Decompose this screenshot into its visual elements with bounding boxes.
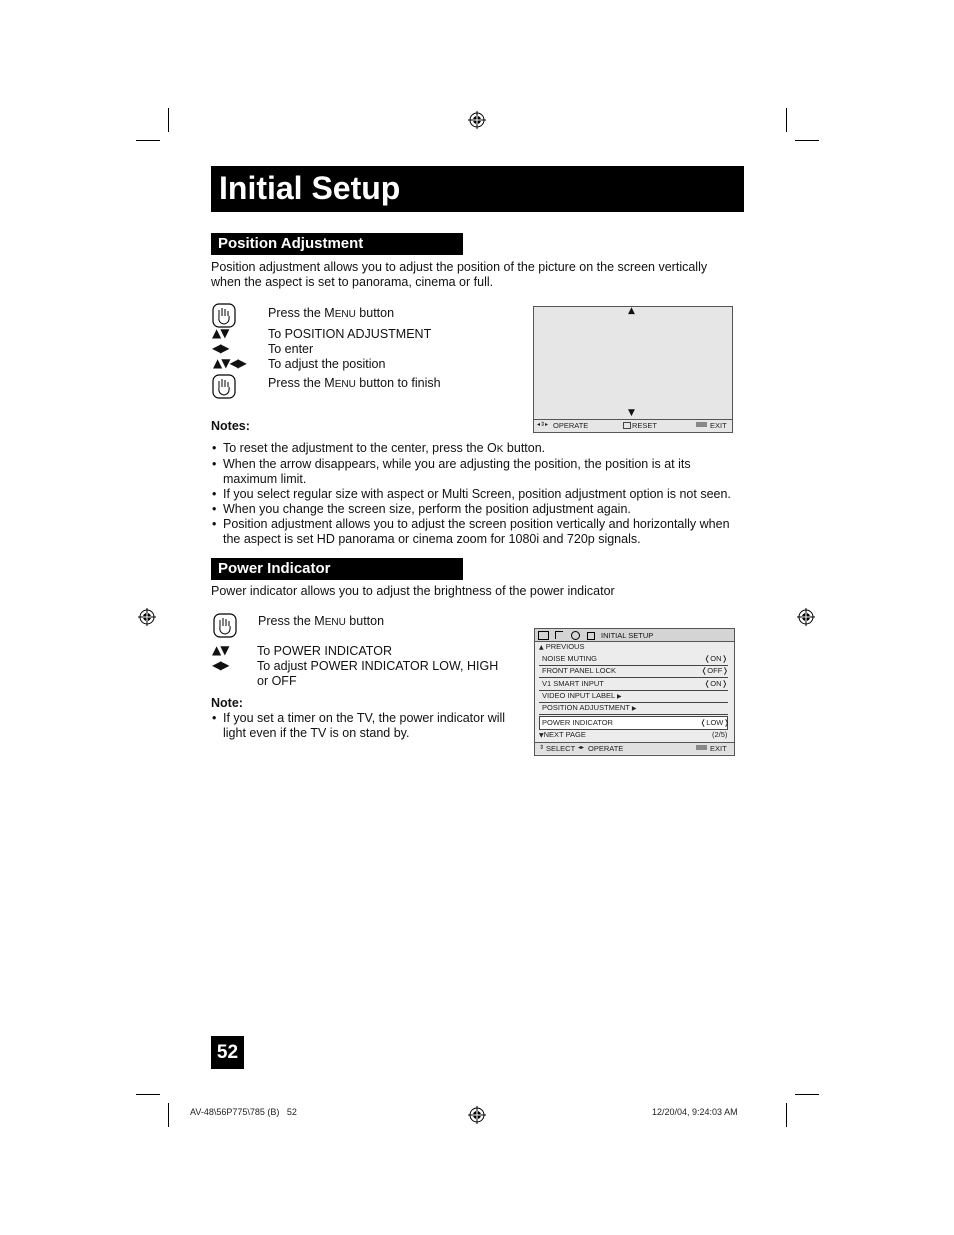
section-heading-power-indicator bbox=[211, 558, 463, 580]
clock-tab-icon bbox=[571, 631, 580, 640]
osd-help-bar bbox=[534, 419, 732, 431]
step-to-position-adjustment: To POSITION ADJUSTMENT bbox=[268, 327, 432, 341]
step-text: Press the M bbox=[258, 614, 325, 628]
operate-arrows-icon: ◂⇕▸ bbox=[537, 421, 549, 428]
list-item: • When the arrow disappears, while you are adjusting the position, the position is at its maximum limit. bbox=[211, 457, 751, 487]
list-item: • To reset the adjustment to the center, press the OK button. bbox=[211, 441, 751, 457]
osd-operate-label: OPERATE bbox=[588, 744, 624, 753]
registration-mark-icon bbox=[468, 111, 486, 129]
step-text-smallcaps: ENU bbox=[324, 617, 346, 628]
submenu-arrow-icon: ▶ bbox=[617, 693, 622, 700]
intro-line: Position adjustment allows you to adjust the position of the picture on the screen vertically bbox=[211, 260, 708, 274]
step-text-smallcaps: ENU bbox=[334, 309, 356, 320]
section-heading-label: Position Adjustment bbox=[218, 235, 364, 252]
step-text: To adjust POWER INDICATOR LOW, HIGH bbox=[257, 659, 499, 673]
list-item: • If you set a timer on the TV, the power indicator will light even if the TV is on stand by. bbox=[211, 711, 521, 741]
step-text: Press the M bbox=[268, 376, 335, 390]
crop-mark bbox=[136, 140, 160, 141]
menu-title: INITIAL SETUP bbox=[601, 631, 654, 640]
menu-row-noise-muting[interactable] bbox=[539, 654, 728, 666]
intro-line: when the aspect is set to panorama, cinema or full. bbox=[211, 275, 494, 289]
operate-arrows-icon: ◂▸ bbox=[578, 744, 585, 751]
step-press-menu bbox=[268, 306, 394, 322]
crop-mark bbox=[795, 140, 819, 141]
registration-mark-icon bbox=[138, 608, 156, 626]
osd-reset-label: RESET bbox=[632, 421, 658, 430]
registration-mark-icon bbox=[797, 608, 815, 626]
step-text: or OFF bbox=[257, 674, 297, 688]
menu-row-label: VIDEO INPUT LABEL ▶ bbox=[542, 691, 622, 700]
down-arrow-icon: ▼ bbox=[539, 732, 544, 739]
menu-next-page[interactable] bbox=[539, 730, 730, 741]
list-item: • Position adjustment allows you to adjust the screen position vertically and horizontally when the aspect is set HD panorama or cinema zoom for 1080i and 720p signals. bbox=[211, 517, 751, 547]
power-intro: Power indicator allows you to adjust the brightness of the power indicator bbox=[211, 584, 615, 598]
notes-list bbox=[211, 441, 751, 547]
crop-mark bbox=[786, 1103, 787, 1127]
footer-file-info: AV-48\56P775\785 (B) 52 bbox=[190, 1107, 297, 1117]
picture-tab-icon bbox=[538, 631, 549, 640]
osd-exit-label: EXIT bbox=[710, 744, 727, 753]
note-list bbox=[211, 711, 521, 741]
arrow-down-icon: ▼ bbox=[628, 408, 635, 418]
crop-mark bbox=[795, 1094, 819, 1095]
osd-operate-label: OPERATE bbox=[553, 421, 589, 430]
step-press-menu-finish bbox=[268, 376, 441, 392]
menu-next-page-label: NEXT PAGE bbox=[543, 730, 586, 739]
menu-tab-bar bbox=[535, 629, 734, 642]
section-heading-label: Power Indicator bbox=[218, 560, 331, 577]
ok-button-icon bbox=[623, 422, 631, 429]
step-adjust-position: To adjust the position bbox=[268, 357, 386, 371]
left-right-arrows-icon: ◀▶ bbox=[212, 341, 229, 355]
crop-mark bbox=[136, 1094, 160, 1095]
step-text: button bbox=[345, 614, 385, 628]
step-to-power-indicator: To POWER INDICATOR bbox=[257, 644, 392, 658]
lock-tab-icon bbox=[587, 632, 595, 640]
menu-row-label: V1 SMART INPUT bbox=[542, 679, 604, 688]
menu-row-label: POSITION ADJUSTMENT ▶ bbox=[542, 703, 637, 712]
menu-row-label: POWER INDICATOR bbox=[542, 718, 613, 727]
menu-row-position-adjustment[interactable] bbox=[539, 703, 728, 715]
page-number: 52 bbox=[211, 1036, 244, 1069]
registration-mark-icon bbox=[468, 1106, 486, 1124]
menu-previous-label: PREVIOUS bbox=[545, 642, 585, 651]
menu-row-label: NOISE MUTING bbox=[542, 654, 598, 663]
step-text: Press the M bbox=[268, 306, 335, 320]
menu-page-indicator: (2/5) bbox=[712, 730, 728, 739]
step-adjust-power-indicator bbox=[257, 659, 498, 689]
menu-hand-icon bbox=[212, 374, 236, 399]
page-title-bar bbox=[211, 166, 744, 212]
menu-row-value: ❬LOW❭ bbox=[700, 718, 730, 727]
up-down-arrows-icon: ▲▼ bbox=[212, 326, 229, 340]
menu-row-value: ❬ON❭ bbox=[704, 679, 728, 688]
submenu-arrow-icon: ▶ bbox=[631, 705, 637, 712]
list-item: • When you change the screen size, perform the position adjustment again. bbox=[211, 502, 751, 517]
up-down-arrows-icon: ▲▼ bbox=[212, 643, 229, 657]
menu-hand-icon bbox=[213, 613, 237, 638]
menu-row-front-panel-lock[interactable] bbox=[539, 666, 728, 678]
osd-select-label: SELECT bbox=[546, 744, 576, 753]
menu-row-label: FRONT PANEL LOCK bbox=[542, 666, 617, 675]
section-heading-position-adjustment bbox=[211, 233, 463, 255]
menu-row-value: ❬ON❭ bbox=[704, 654, 728, 663]
crop-mark bbox=[168, 108, 169, 132]
step-press-menu bbox=[258, 614, 384, 630]
step-text: button to finish bbox=[355, 376, 441, 390]
step-text-smallcaps: ENU bbox=[334, 379, 356, 390]
initial-setup-menu-screen bbox=[534, 628, 735, 756]
up-arrow-icon: ▲ bbox=[539, 644, 544, 651]
menu-row-power-indicator-selected[interactable] bbox=[539, 716, 728, 730]
osd-exit-label: EXIT bbox=[710, 421, 727, 430]
menu-previous[interactable] bbox=[539, 642, 584, 653]
menu-key-icon bbox=[696, 422, 707, 427]
menu-row-v1-smart-input[interactable] bbox=[539, 679, 728, 691]
menu-row-value: ❬OFF❭ bbox=[701, 666, 729, 675]
menu-hand-icon bbox=[212, 303, 236, 328]
notes-heading: Notes: bbox=[211, 419, 250, 433]
osd-help-bar bbox=[535, 742, 734, 754]
audio-tab-icon bbox=[555, 631, 563, 639]
select-arrows-icon: ⇕ bbox=[539, 744, 545, 751]
position-adjustment-screen bbox=[533, 306, 733, 433]
page-title: Initial Setup bbox=[219, 170, 401, 206]
crop-mark bbox=[168, 1103, 169, 1127]
menu-key-icon bbox=[696, 745, 707, 750]
position-intro bbox=[211, 260, 751, 290]
step-to-enter: To enter bbox=[268, 342, 314, 356]
arrow-up-icon: ▲ bbox=[628, 306, 635, 316]
menu-row-video-input-label[interactable] bbox=[539, 691, 728, 703]
footer-timestamp: 12/20/04, 9:24:03 AM bbox=[652, 1107, 738, 1117]
step-text: button bbox=[355, 306, 395, 320]
crop-mark bbox=[786, 108, 787, 132]
list-item: • If you select regular size with aspect or Multi Screen, position adjustment option is not seen. bbox=[211, 487, 751, 502]
note-heading: Note: bbox=[211, 696, 243, 710]
four-way-arrows-icon: ▲▼◀▶ bbox=[213, 356, 246, 370]
left-right-arrows-icon: ◀▶ bbox=[212, 658, 229, 672]
